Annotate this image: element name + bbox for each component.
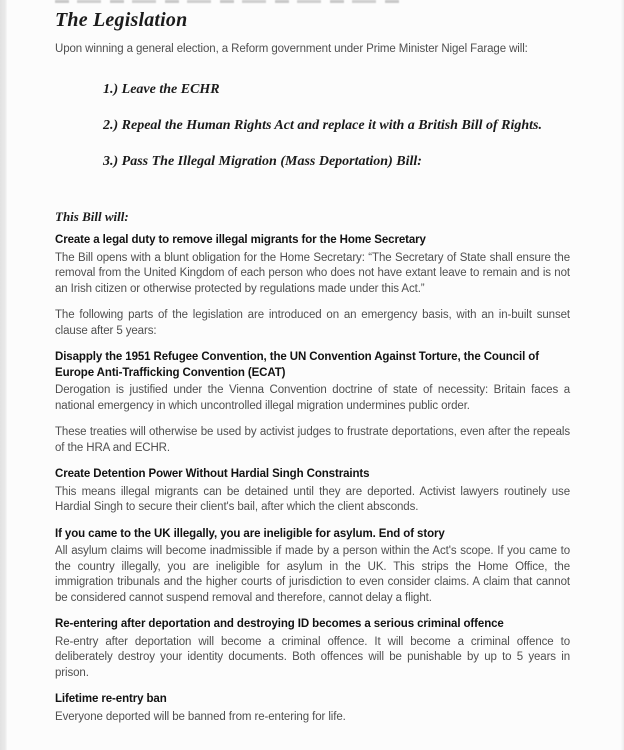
pledge-list [103,81,570,171]
pledge-item-3: 3.) Pass The Illegal Migration (Mass Deportation) Bill: [103,154,422,169]
section-heading: Re-entering after deportation and destroying ID becomes a serious criminal offence [55,618,504,630]
section-lifetime-ban [55,692,570,725]
bill-sections [55,233,570,725]
section-paragraph: Everyone deported will be banned from re-entering for life. [55,710,346,723]
section-detention-power [55,467,570,516]
section-reentry-offence [55,617,570,681]
section-heading: Create a legal duty to remove illegal migrants for the Home Secretary [55,234,426,246]
section-heading: Lifetime re-entry ban [55,693,167,705]
section-legal-duty [55,233,570,297]
section-heading: Create Detention Power Without Hardial Singh Constraints [55,468,370,480]
intro-paragraph: Upon winning a general election, a Reform government under Prime Minister Nigel Farage will: [55,43,528,55]
section-heading: If you came to the UK illegally, you are ineligible for asylum. End of story [55,527,445,540]
section-sunset-clause-note [55,308,570,339]
section-paragraph: These treaties will otherwise be used by activist judges to frustrate deportations, even after the repeals of the HRA and ECHR. [55,426,570,454]
section-paragraph: This means illegal migrants can be detained until they are deported. Activist lawyers routinely use Hardial Singh to secure their client's bail, after which the client absconds. [55,485,570,513]
section-paragraph: The following parts of the legislation are introduced on an emergency basis, with an in-built sunset clause after 5 years: [55,309,570,337]
page-title: The Legislation [55,9,188,31]
section-asylum-ineligibility [55,527,570,607]
section-paragraph: All asylum claims will become inadmissible if made by a person within the Act's scope. If you came to the country illegally, you are ineligible for asylum in the UK. This strips the Home Office, the immigration tribunals and the higher courts of jurisdiction to even consider claims. A claim that cannot be considered cannot suspend removal and therefore, cannot delay a flight. [55,545,570,604]
pledge-item-1: 1.) Leave the ECHR [103,82,220,97]
section-paragraph: Derogation is justified under the Vienna Convention doctrine of state of necessity: Britain faces a national emergency in which uncontrolled illegal migration undermines public order. [55,384,570,412]
section-paragraph: The Bill opens with a blunt obligation for the Home Secretary: “The Secretary of State shall ensure the removal from the United Kingdom of each person who does not have extant leave to remain and is not an Irish citizen or otherwise protected by regulations made under this Act.” [55,251,570,295]
pledge-item-2: 2.) Repeal the Human Rights Act and replace it with a British Bill of Rights. [103,118,542,133]
bill-lead-in: This Bill will: [55,209,129,224]
section-paragraph: Re-entry after deportation will become a criminal offence. It will become a criminal offence to deliberately destroy your identity documents. Both offences will be punishable by up to 5 years in prison. [55,635,570,679]
section-heading: Disapply the 1951 Refugee Convention, the UN Convention Against Torture, the Council of Europe Anti-Trafficking Convention (ECAT) [55,351,539,379]
section-disapply-conventions [55,350,570,456]
